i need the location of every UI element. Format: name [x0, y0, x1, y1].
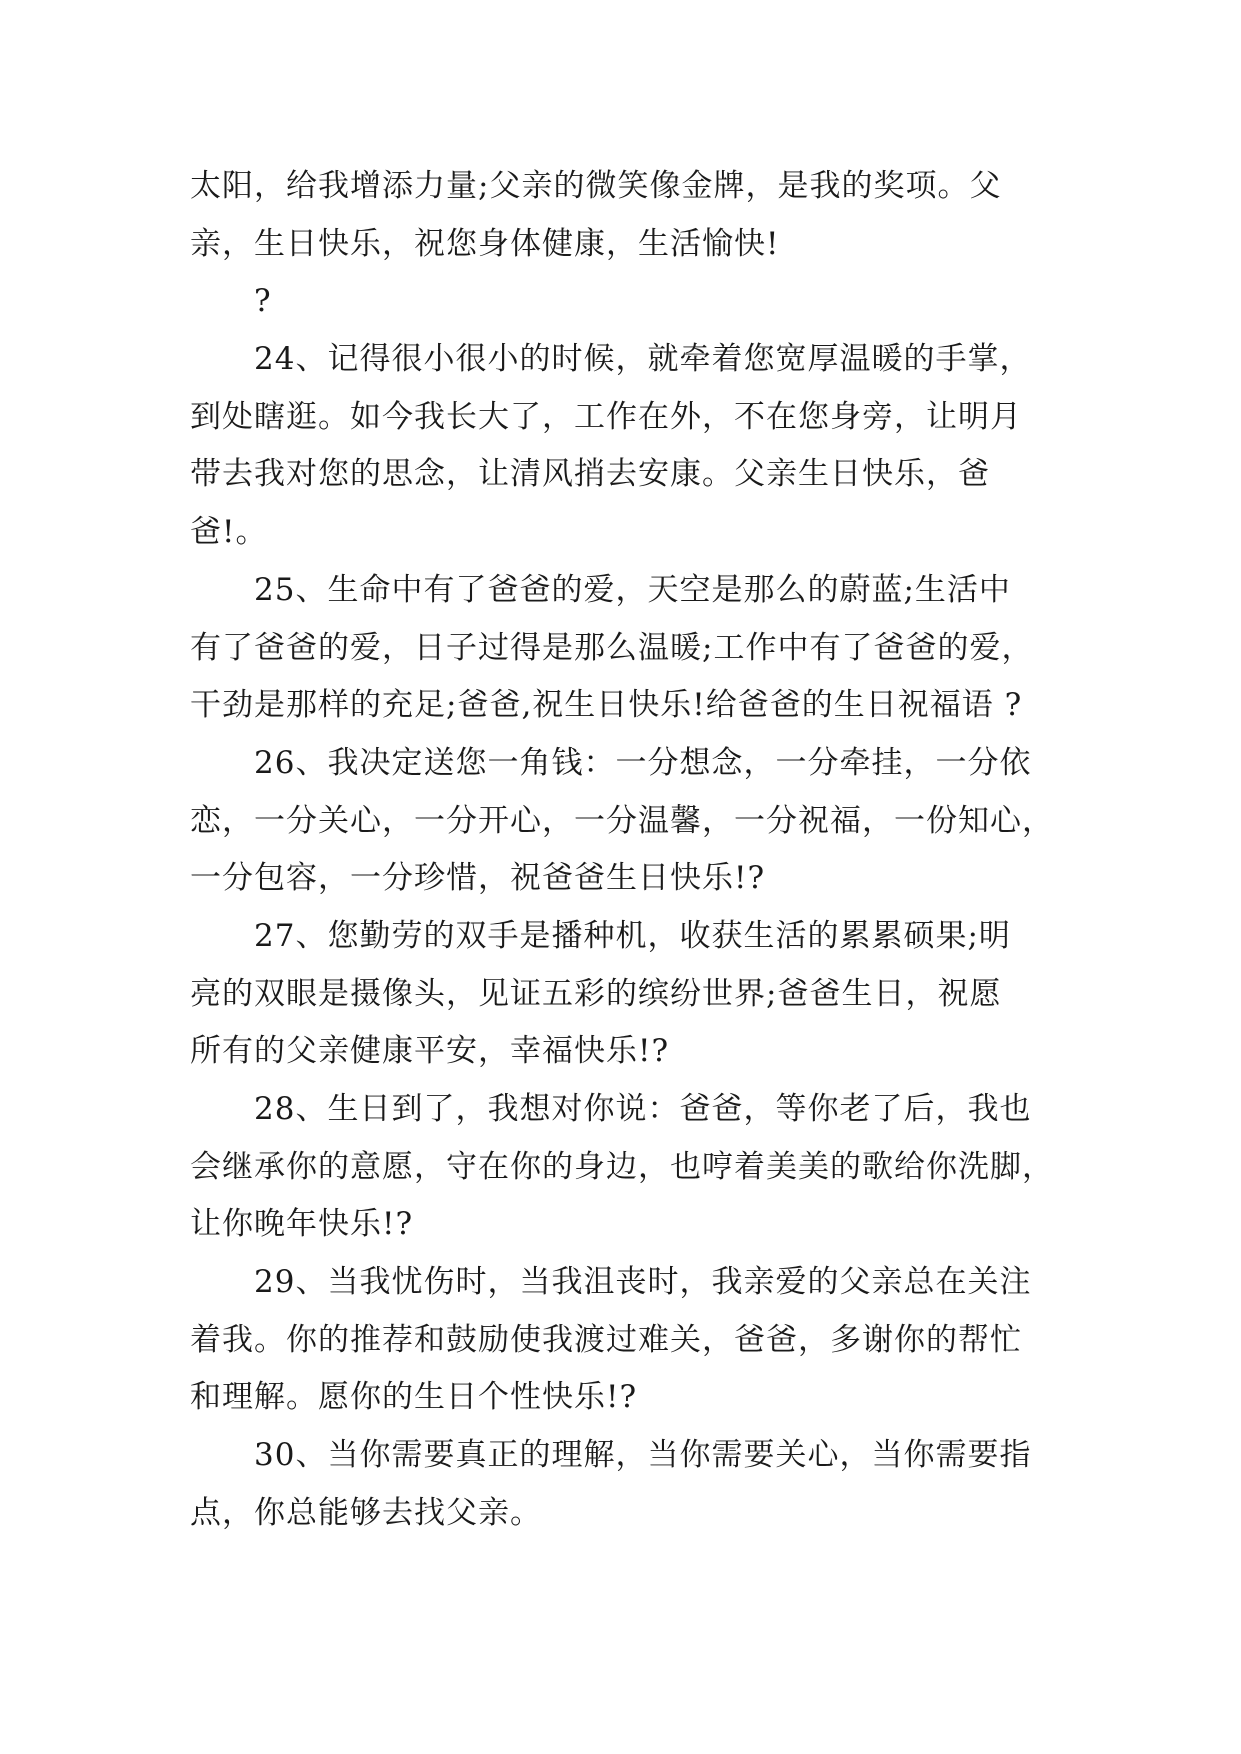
text-line: 着我。你的推荐和鼓励使我渡过难关，爸爸，多谢你的帮忙	[190, 1321, 1022, 1358]
text-line: 让你晚年快乐!?	[190, 1206, 414, 1243]
paragraph-28-start: 28、生日到了，我想对你说：爸爸，等你老了后，我也	[254, 1091, 1032, 1127]
text-line: 和理解。愿你的生日个性快乐!?	[190, 1379, 638, 1416]
paragraph-29-start: 29、当我忧伤时，当我沮丧时，我亲爱的父亲总在关注	[254, 1264, 1032, 1301]
text-line: 亮的双眼是摄像头，见证五彩的缤纷世界;爸爸生日，祝愿	[190, 975, 1002, 1012]
text-line: 所有的父亲健康平安，幸福快乐!?	[190, 1033, 670, 1070]
paragraph-27-start: 27、您勤劳的双手是播种机，收获生活的累累硕果;明	[254, 917, 1011, 954]
text-line: 到处瞎逛。如今我长大了，工作在外，不在您身旁，让明月	[190, 398, 1022, 435]
text-line: 恋，一分关心，一分开心，一分温馨，一分祝福，一份知心，	[190, 802, 1054, 839]
text-line: 点，你总能够去找父亲。	[190, 1494, 542, 1531]
paragraph-30-start: 30、当你需要真正的理解，当你需要关心，当你需要指	[254, 1437, 1032, 1474]
paragraph-25-start: 25、生命中有了爸爸的爱，天空是那么的蔚蓝;生活中	[254, 571, 1011, 608]
paragraph-24-start: 24、记得很小很小的时候，就牵着您宽厚温暖的手掌，	[254, 341, 1032, 378]
text-line: 有了爸爸的爱，日子过得是那么温暖;工作中有了爸爸的爱，	[190, 629, 1034, 666]
text-line: 一分包容，一分珍惜，祝爸爸生日快乐!?	[190, 860, 766, 897]
text-line: 爸!。	[190, 514, 268, 551]
text-line: 干劲是那样的充足;爸爸,祝生日快乐!给爸爸的生日祝福语 ?	[190, 687, 1023, 724]
paragraph-26-start: 26、我决定送您一角钱：一分想念，一分牵挂，一分依	[254, 744, 1032, 781]
document-body	[190, 158, 1070, 1543]
text-line: ?	[254, 283, 272, 320]
text-line: 会继承你的意愿，守在你的身边，也哼着美美的歌给你洗脚，	[190, 1148, 1054, 1185]
text-line: 太阳，给我增添力量;父亲的微笑像金牌，是我的奖项。父	[190, 168, 1002, 204]
text-line: 亲，生日快乐，祝您身体健康，生活愉快!	[190, 225, 780, 262]
text-line: 带去我对您的思念，让清风捎去安康。父亲生日快乐，爸	[190, 456, 990, 493]
